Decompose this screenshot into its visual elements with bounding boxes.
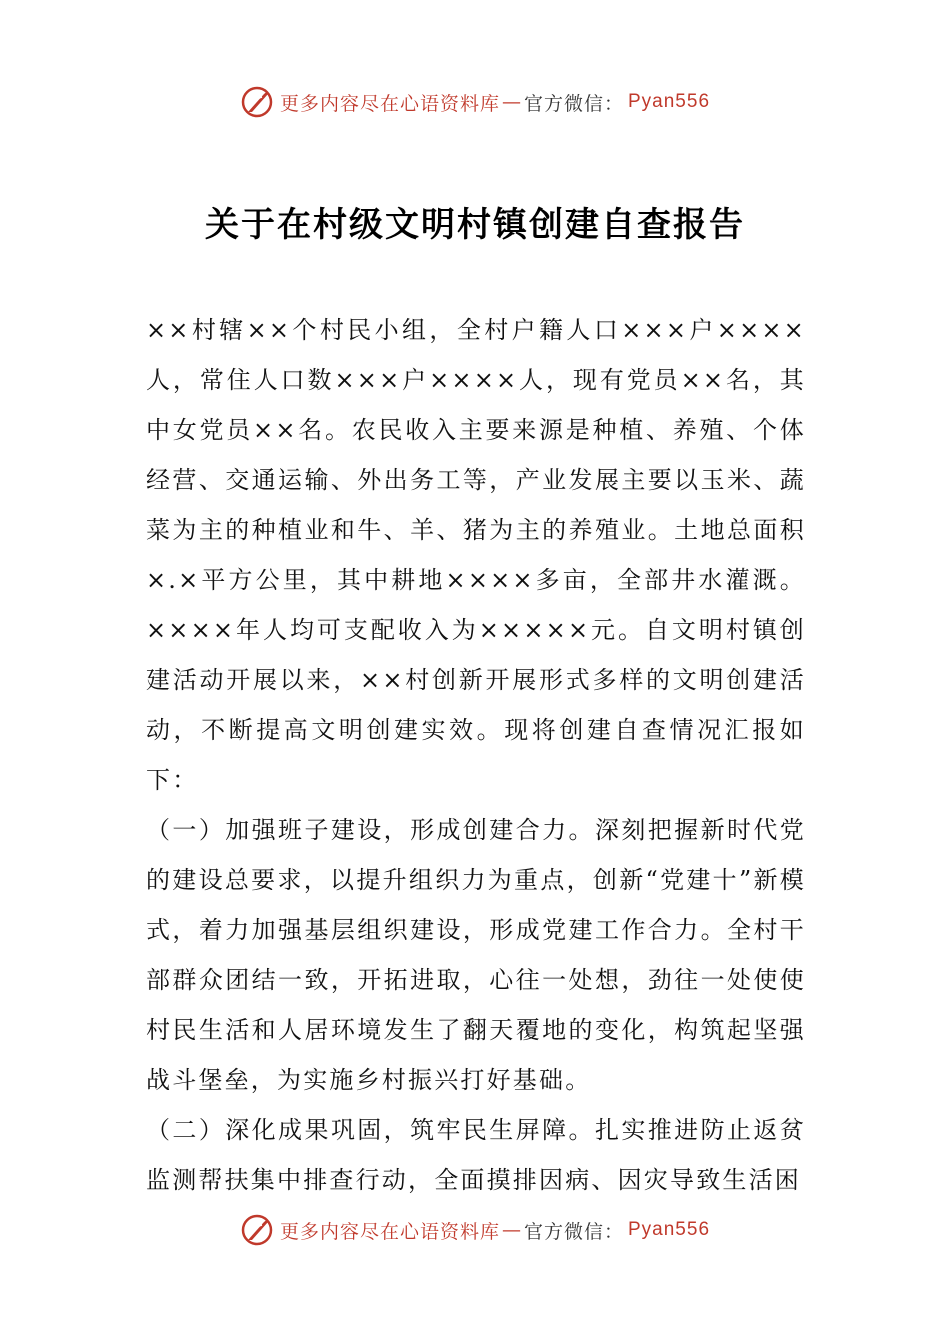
banner-dash: — [501, 91, 522, 113]
paragraph-section-1: （一）加强班子建设，形成创建合力。深刻把握新时代党的建设总要求，以提升组织力为重点，创新“党建十”新模式，着力加强基层组织建设，形成党建工作合力。全村干部群众团结一致，开拓进取，心往一处想，劲往一处使使村民生活和人居环境发生了翻天覆地的变化，构筑起坚强战斗堡垒，为实施乡村振兴打好基础。 [146, 816, 806, 1094]
banner-wechat-id: Pyan556 [628, 1219, 711, 1240]
paragraph-section-2: （二）深化成果巩固，筑牢民生屏障。扎实推进防止返贫监测帮扶集中排查行动，全面摸排因病、因灾导致生活困 [146, 1116, 806, 1194]
banner-official-label: 官方微信： [523, 1220, 624, 1243]
header-watermark-banner [0, 82, 950, 122]
document-title: 关于在村级文明村镇创建自查报告 [205, 204, 745, 245]
quill-logo-icon [240, 85, 274, 119]
banner-brand-text: 更多内容尽在心语资料库 [279, 1220, 500, 1243]
banner-brand-text: 更多内容尽在心语资料库 [279, 92, 500, 115]
quill-logo-icon [240, 1213, 274, 1247]
banner-official-label: 官方微信： [523, 92, 624, 115]
footer-watermark-banner [0, 1210, 950, 1250]
document-body [146, 305, 806, 1205]
banner-dash: — [501, 1219, 522, 1241]
paragraph-intro: ××村辖××个村民小组，全村户籍人口×××户××××人，常住人口数×××户××××人，现有党员××名，其中女党员××名。农民收入主要来源是种植、养殖、个体经营、交通运输、外出务工等，产业发展主要以玉米、蔬菜为主的种植业和牛、羊、猪为主的养殖业。土地总面积×.×平方公里，其中耕地××××多亩，全部井水灌溉。××××年人均可支配收入为×××××元。自文明村镇创建活动开展以来，××村创新开展形式多样的文明创建活动，不断提高文明创建实效。现将创建自查情况汇报如下： [146, 316, 806, 794]
banner-wechat-id: Pyan556 [628, 91, 711, 112]
